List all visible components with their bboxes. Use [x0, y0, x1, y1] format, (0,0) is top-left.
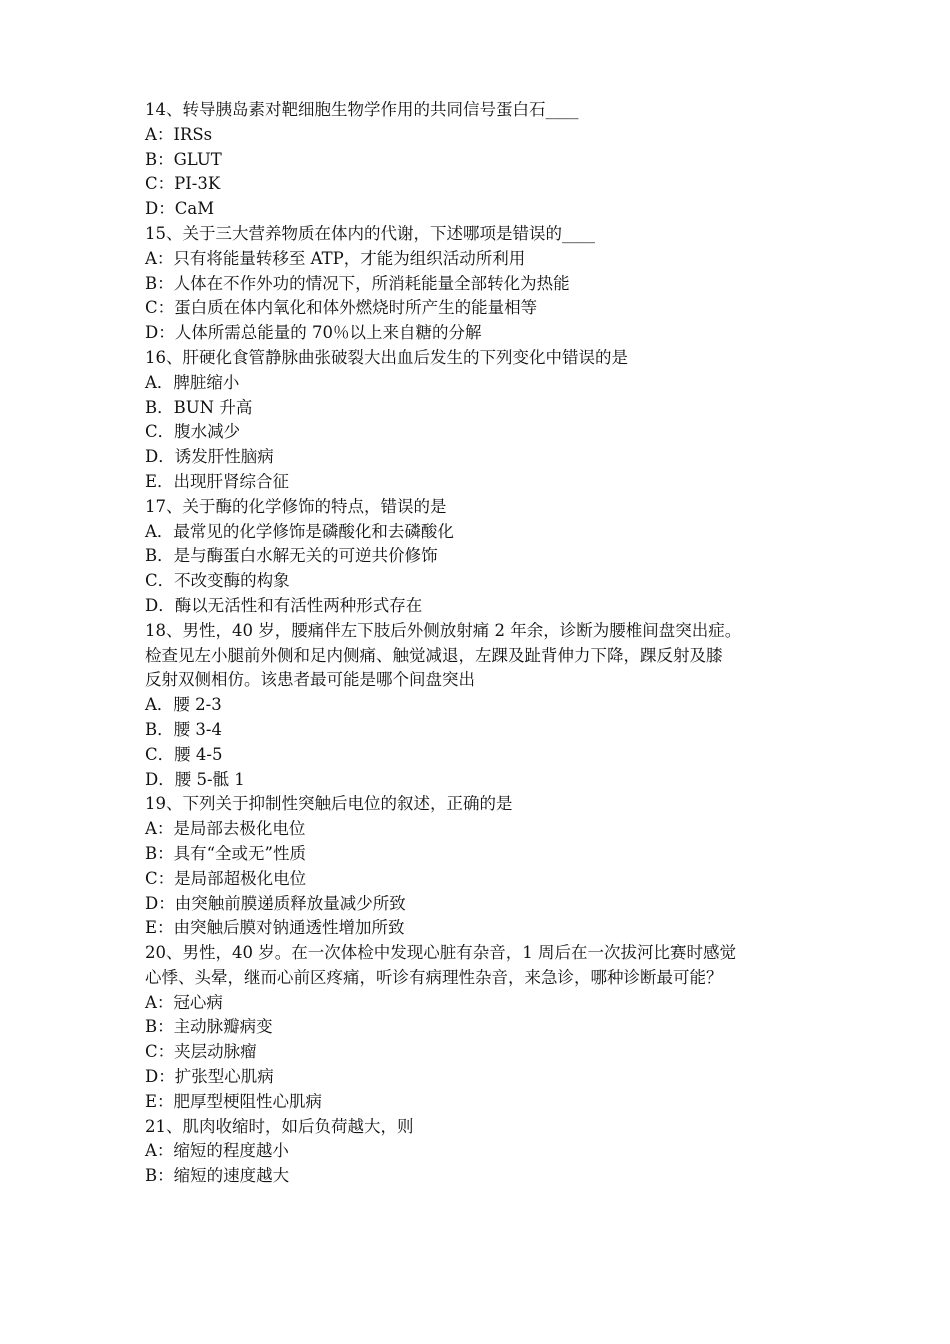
question-14-option-a: A：IRSs — [145, 124, 213, 144]
question-20-option-c: C：夹层动脉瘤 — [145, 1042, 257, 1062]
question-18-stem-line-2: 检查见左小腿前外侧和足内侧痛、触觉减退，左踝及趾背伸力下降，踝反射及膝 — [145, 645, 723, 665]
question-17-option-b: B．是与酶蛋白水解无关的可逆共价修饰 — [145, 546, 438, 566]
question-15-option-c: C：蛋白质在体内氧化和体外燃烧时所产生的能量相等 — [145, 298, 538, 318]
question-20-option-e: E：肥厚型梗阻性心肌病 — [145, 1091, 323, 1111]
question-19-option-d: D：由突触前膜递质释放量减少所致 — [145, 893, 406, 913]
question-21-option-b: B：缩短的速度越大 — [145, 1166, 290, 1186]
question-17-stem: 17、关于酶的化学修饰的特点，错误的是 — [145, 496, 447, 516]
question-16-option-c: C．腹水减少 — [145, 422, 241, 442]
question-20-option-b: B：主动脉瓣病变 — [145, 1017, 273, 1037]
question-16-option-d: D．诱发肝性脑病 — [145, 447, 274, 467]
question-17-option-d: D．酶以无活性和有活性两种形式存在 — [145, 595, 423, 615]
question-20-stem-line-2: 心悸、头晕，继而心前区疼痛，听诊有病理性杂音，来急诊，哪种诊断最可能？ — [145, 967, 723, 987]
question-18-stem-line-1: 18、男性，40 岁，腰痛伴左下肢后外侧放射痛 2 年余，诊断为腰椎间盘突出症。 — [145, 620, 742, 640]
question-14-option-b: B：GLUT — [145, 149, 222, 169]
question-14-option-c: C：PI-3K — [145, 174, 221, 194]
question-19-option-b: B：具有“全或无”性质 — [145, 843, 306, 863]
question-16-option-e: E．出现肝肾综合征 — [145, 471, 290, 491]
question-20-option-d: D：扩张型心肌病 — [145, 1067, 274, 1087]
question-19-option-e: E：由突触后膜对钠通透性增加所致 — [145, 918, 405, 938]
question-16-option-b: B．BUN 升高 — [145, 397, 253, 417]
question-18-option-c: C．腰 4-5 — [145, 744, 223, 764]
question-18-option-d: D．腰 5-骶 1 — [145, 769, 245, 789]
question-14-option-d: D：CaM — [145, 199, 215, 219]
question-15-option-a: A：只有将能量转移至 ATP，才能为组织活动所利用 — [145, 248, 526, 268]
question-20-option-a: A：冠心病 — [145, 992, 223, 1012]
question-15-option-d: D：人体所需总能量的 70％以上来自糖的分解 — [145, 323, 482, 343]
question-20-stem-line-1: 20、男性，40 岁。在一次体检中发现心脏有杂音，1 周后在一次拔河比赛时感觉 — [145, 943, 736, 963]
question-15-option-b: B：人体在不作外功的情况下，所消耗能量全部转化为热能 — [145, 273, 570, 293]
question-19-option-a: A：是局部去极化电位 — [145, 819, 306, 839]
question-21-stem: 21、肌肉收缩时，如后负荷越大，则 — [145, 1116, 414, 1136]
question-19-stem: 19、下列关于抑制性突触后电位的叙述，正确的是 — [145, 794, 513, 814]
question-18-stem-line-3: 反射双侧相仿。该患者最可能是哪个间盘突出 — [145, 670, 475, 690]
question-19-option-c: C：是局部超极化电位 — [145, 868, 307, 888]
question-18-option-b: B．腰 3-4 — [145, 719, 222, 739]
question-21-option-a: A：缩短的程度越小 — [145, 1141, 289, 1161]
question-16-stem: 16、肝硬化食管静脉曲张破裂大出血后发生的下列变化中错误的是 — [145, 347, 628, 367]
question-18-option-a: A．腰 2-3 — [145, 695, 222, 715]
question-15-stem: 15、关于三大营养物质在体内的代谢，下述哪项是错误的____ — [145, 223, 595, 243]
question-14-stem: 14、转导胰岛素对靶细胞生物学作用的共同信号蛋白石____ — [145, 100, 579, 119]
question-16-option-a: A．脾脏缩小 — [145, 372, 240, 392]
document-body — [145, 98, 825, 1189]
question-17-option-c: C．不改变酶的构象 — [145, 571, 290, 591]
question-17-option-a: A．最常见的化学修饰是磷酸化和去磷酸化 — [145, 521, 454, 541]
